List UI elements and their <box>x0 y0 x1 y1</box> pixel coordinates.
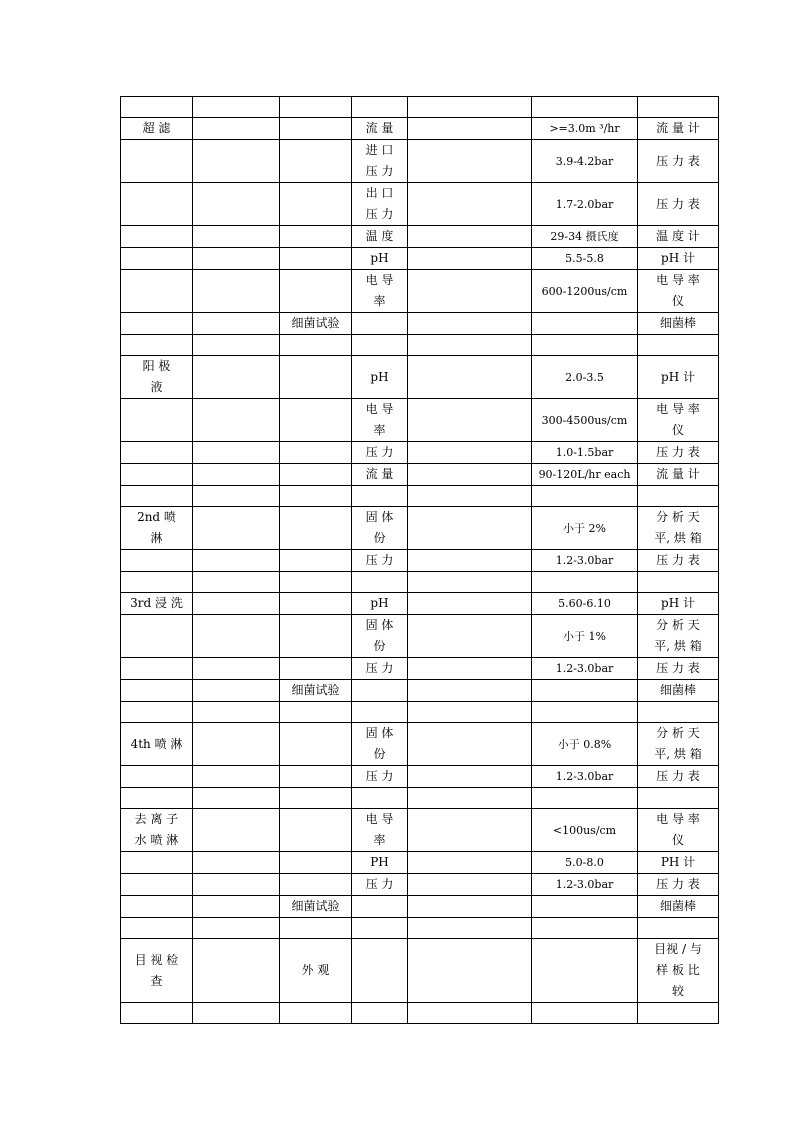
cell-col2 <box>193 788 280 809</box>
cell-col5 <box>408 507 532 550</box>
cell-instrument: pH 计 <box>638 248 719 270</box>
cell-instrument: 细菌棒 <box>638 896 719 918</box>
table-row <box>121 918 719 939</box>
cell-col2 <box>193 702 280 723</box>
cell-spec-range: 1.0-1.5bar <box>532 442 638 464</box>
cell-instrument: 电 导 率 仪 <box>638 809 719 852</box>
cell-parameter <box>352 918 408 939</box>
cell-process <box>121 550 193 572</box>
cell-col5 <box>408 615 532 658</box>
cell-process <box>121 918 193 939</box>
cell-col2 <box>193 97 280 118</box>
table-row <box>121 399 719 442</box>
cell-spec-range <box>532 896 638 918</box>
cell-spec-range <box>532 313 638 335</box>
cell-col5 <box>408 702 532 723</box>
cell-col2 <box>193 766 280 788</box>
cell-process <box>121 183 193 226</box>
cell-spec-range: <100us/cm <box>532 809 638 852</box>
cell-spec-range <box>532 572 638 593</box>
table-row <box>121 356 719 399</box>
table-row <box>121 702 719 723</box>
cell-spec-range <box>532 335 638 356</box>
table-row <box>121 874 719 896</box>
cell-spec-range: 小于 2% <box>532 507 638 550</box>
cell-col5 <box>408 680 532 702</box>
cell-parameter <box>352 97 408 118</box>
cell-spec-range <box>532 486 638 507</box>
table-row <box>121 788 719 809</box>
cell-test-item <box>280 183 352 226</box>
cell-col5 <box>408 356 532 399</box>
cell-spec-range: 5.60-6.10 <box>532 593 638 615</box>
cell-instrument <box>638 486 719 507</box>
cell-parameter: 压 力 <box>352 550 408 572</box>
cell-spec-range <box>532 702 638 723</box>
cell-parameter <box>352 486 408 507</box>
cell-col2 <box>193 464 280 486</box>
cell-test-item <box>280 918 352 939</box>
table-row <box>121 593 719 615</box>
cell-process <box>121 852 193 874</box>
cell-col5 <box>408 788 532 809</box>
cell-process <box>121 1003 193 1024</box>
cell-parameter: pH <box>352 593 408 615</box>
cell-col5 <box>408 486 532 507</box>
cell-col5 <box>408 313 532 335</box>
cell-parameter: 压 力 <box>352 658 408 680</box>
cell-col5 <box>408 723 532 766</box>
cell-spec-range <box>532 918 638 939</box>
table-row <box>121 313 719 335</box>
table-row <box>121 140 719 183</box>
cell-instrument: 细菌棒 <box>638 680 719 702</box>
cell-test-item <box>280 723 352 766</box>
table-row <box>121 615 719 658</box>
cell-instrument: PH 计 <box>638 852 719 874</box>
cell-test-item <box>280 766 352 788</box>
cell-parameter: 压 力 <box>352 766 408 788</box>
table-row <box>121 939 719 1003</box>
cell-parameter: 流 量 <box>352 464 408 486</box>
cell-spec-range: 29-34 摄氏度 <box>532 226 638 248</box>
cell-spec-range: 600-1200us/cm <box>532 270 638 313</box>
table-row <box>121 442 719 464</box>
cell-col5 <box>408 550 532 572</box>
cell-spec-range: 1.2-3.0bar <box>532 766 638 788</box>
cell-test-item <box>280 248 352 270</box>
cell-instrument: 压 力 表 <box>638 550 719 572</box>
table-row <box>121 507 719 550</box>
cell-instrument: pH 计 <box>638 356 719 399</box>
cell-col5 <box>408 852 532 874</box>
cell-instrument <box>638 918 719 939</box>
cell-process <box>121 248 193 270</box>
cell-test-item <box>280 702 352 723</box>
cell-test-item <box>280 788 352 809</box>
cell-test-item <box>280 399 352 442</box>
cell-test-item <box>280 464 352 486</box>
cell-spec-range: >=3.0m ³/hr <box>532 118 638 140</box>
cell-col2 <box>193 723 280 766</box>
cell-parameter: pH <box>352 248 408 270</box>
cell-spec-range: 5.5-5.8 <box>532 248 638 270</box>
cell-spec-range: 1.2-3.0bar <box>532 874 638 896</box>
table-row <box>121 270 719 313</box>
cell-parameter <box>352 680 408 702</box>
cell-instrument: 流 量 计 <box>638 464 719 486</box>
cell-col5 <box>408 183 532 226</box>
table-row <box>121 896 719 918</box>
cell-col2 <box>193 118 280 140</box>
cell-parameter <box>352 896 408 918</box>
cell-instrument: 分 析 天 平, 烘 箱 <box>638 507 719 550</box>
cell-col5 <box>408 572 532 593</box>
cell-parameter: 压 力 <box>352 442 408 464</box>
cell-instrument <box>638 572 719 593</box>
table-row <box>121 572 719 593</box>
cell-col5 <box>408 658 532 680</box>
cell-instrument: 电 导 率 仪 <box>638 270 719 313</box>
cell-col2 <box>193 550 280 572</box>
cell-process <box>121 658 193 680</box>
cell-process <box>121 788 193 809</box>
cell-process <box>121 226 193 248</box>
cell-instrument <box>638 335 719 356</box>
cell-instrument: 温 度 计 <box>638 226 719 248</box>
cell-test-item <box>280 615 352 658</box>
table-row <box>121 118 719 140</box>
cell-test-item <box>280 140 352 183</box>
cell-instrument <box>638 702 719 723</box>
table-row <box>121 226 719 248</box>
cell-instrument: 流 量 计 <box>638 118 719 140</box>
cell-instrument <box>638 788 719 809</box>
cell-instrument: 压 力 表 <box>638 874 719 896</box>
cell-process <box>121 572 193 593</box>
cell-col2 <box>193 140 280 183</box>
cell-test-item <box>280 874 352 896</box>
cell-process <box>121 140 193 183</box>
cell-parameter <box>352 572 408 593</box>
cell-process <box>121 766 193 788</box>
cell-col5 <box>408 1003 532 1024</box>
cell-spec-range: 300-4500us/cm <box>532 399 638 442</box>
table-row <box>121 766 719 788</box>
cell-test-item: 外 观 <box>280 939 352 1003</box>
cell-col5 <box>408 939 532 1003</box>
cell-col5 <box>408 335 532 356</box>
cell-test-item <box>280 507 352 550</box>
cell-test-item <box>280 97 352 118</box>
cell-process <box>121 335 193 356</box>
cell-test-item <box>280 118 352 140</box>
cell-parameter <box>352 313 408 335</box>
cell-process: 2nd 喷 淋 <box>121 507 193 550</box>
cell-instrument: 压 力 表 <box>638 658 719 680</box>
cell-process <box>121 442 193 464</box>
cell-col2 <box>193 1003 280 1024</box>
cell-test-item <box>280 356 352 399</box>
cell-spec-range: 3.9-4.2bar <box>532 140 638 183</box>
cell-col2 <box>193 615 280 658</box>
cell-instrument: 压 力 表 <box>638 442 719 464</box>
cell-test-item: 细菌试验 <box>280 896 352 918</box>
cell-col2 <box>193 918 280 939</box>
cell-process <box>121 464 193 486</box>
cell-test-item: 细菌试验 <box>280 680 352 702</box>
cell-parameter: 出 口 压 力 <box>352 183 408 226</box>
cell-col2 <box>193 896 280 918</box>
table-row <box>121 680 719 702</box>
table-row <box>121 723 719 766</box>
cell-test-item: 细菌试验 <box>280 313 352 335</box>
cell-test-item <box>280 335 352 356</box>
cell-test-item <box>280 486 352 507</box>
cell-parameter: 固 体 份 <box>352 723 408 766</box>
cell-parameter: 压 力 <box>352 874 408 896</box>
cell-col2 <box>193 399 280 442</box>
cell-col2 <box>193 809 280 852</box>
cell-col2 <box>193 593 280 615</box>
cell-test-item <box>280 658 352 680</box>
cell-parameter: 固 体 份 <box>352 615 408 658</box>
cell-process <box>121 270 193 313</box>
cell-spec-range: 1.2-3.0bar <box>532 550 638 572</box>
table-row <box>121 486 719 507</box>
cell-parameter: 电 导 率 <box>352 809 408 852</box>
table-row <box>121 550 719 572</box>
cell-col5 <box>408 874 532 896</box>
spec-table <box>120 96 719 1024</box>
cell-col2 <box>193 183 280 226</box>
table-row <box>121 1003 719 1024</box>
cell-test-item <box>280 270 352 313</box>
cell-col2 <box>193 658 280 680</box>
table-row <box>121 852 719 874</box>
cell-spec-range <box>532 788 638 809</box>
cell-instrument: 压 力 表 <box>638 183 719 226</box>
cell-col2 <box>193 335 280 356</box>
cell-spec-range: 小于 1% <box>532 615 638 658</box>
cell-instrument <box>638 97 719 118</box>
cell-parameter <box>352 788 408 809</box>
cell-parameter: 进 口 压 力 <box>352 140 408 183</box>
cell-col2 <box>193 507 280 550</box>
cell-spec-range <box>532 97 638 118</box>
table-row <box>121 248 719 270</box>
cell-parameter <box>352 335 408 356</box>
cell-col2 <box>193 939 280 1003</box>
cell-process <box>121 97 193 118</box>
cell-parameter: pH <box>352 356 408 399</box>
cell-process <box>121 702 193 723</box>
cell-process: 3rd 浸 洗 <box>121 593 193 615</box>
cell-process <box>121 399 193 442</box>
cell-col5 <box>408 809 532 852</box>
cell-spec-range: 1.7-2.0bar <box>532 183 638 226</box>
cell-process: 阳 极 液 <box>121 356 193 399</box>
cell-col5 <box>408 896 532 918</box>
cell-instrument: 压 力 表 <box>638 140 719 183</box>
cell-parameter: 固 体 份 <box>352 507 408 550</box>
cell-instrument: 电 导 率 仪 <box>638 399 719 442</box>
cell-instrument: 压 力 表 <box>638 766 719 788</box>
cell-col5 <box>408 593 532 615</box>
spec-table-body <box>121 97 719 1024</box>
cell-parameter: PH <box>352 852 408 874</box>
cell-process: 4th 喷 淋 <box>121 723 193 766</box>
cell-col2 <box>193 442 280 464</box>
cell-spec-range: 1.2-3.0bar <box>532 658 638 680</box>
cell-col5 <box>408 248 532 270</box>
cell-instrument <box>638 1003 719 1024</box>
cell-spec-range: 2.0-3.5 <box>532 356 638 399</box>
cell-col5 <box>408 766 532 788</box>
cell-process <box>121 615 193 658</box>
cell-spec-range: 90-120L/hr each <box>532 464 638 486</box>
cell-col2 <box>193 270 280 313</box>
cell-parameter <box>352 702 408 723</box>
cell-test-item <box>280 1003 352 1024</box>
cell-col2 <box>193 226 280 248</box>
cell-process <box>121 896 193 918</box>
table-row <box>121 97 719 118</box>
cell-instrument: 细菌棒 <box>638 313 719 335</box>
cell-test-item <box>280 593 352 615</box>
table-row <box>121 183 719 226</box>
cell-col2 <box>193 356 280 399</box>
cell-col2 <box>193 486 280 507</box>
cell-process <box>121 486 193 507</box>
table-row <box>121 464 719 486</box>
cell-col2 <box>193 680 280 702</box>
cell-col2 <box>193 572 280 593</box>
cell-col5 <box>408 97 532 118</box>
cell-col2 <box>193 852 280 874</box>
cell-test-item <box>280 226 352 248</box>
cell-col5 <box>408 399 532 442</box>
cell-parameter <box>352 939 408 1003</box>
cell-process <box>121 874 193 896</box>
cell-test-item <box>280 809 352 852</box>
cell-col5 <box>408 442 532 464</box>
cell-instrument: 目视 / 与 样 板 比 较 <box>638 939 719 1003</box>
cell-spec-range <box>532 939 638 1003</box>
table-row <box>121 335 719 356</box>
cell-spec-range: 5.0-8.0 <box>532 852 638 874</box>
cell-col5 <box>408 918 532 939</box>
cell-parameter: 电 导 率 <box>352 399 408 442</box>
cell-col5 <box>408 226 532 248</box>
cell-process: 目 视 检 查 <box>121 939 193 1003</box>
cell-col2 <box>193 874 280 896</box>
cell-col2 <box>193 248 280 270</box>
cell-test-item <box>280 572 352 593</box>
cell-process: 去 离 子 水 喷 淋 <box>121 809 193 852</box>
cell-col5 <box>408 118 532 140</box>
table-row <box>121 658 719 680</box>
cell-col2 <box>193 313 280 335</box>
cell-spec-range: 小于 0.8% <box>532 723 638 766</box>
cell-col5 <box>408 464 532 486</box>
cell-parameter: 温 度 <box>352 226 408 248</box>
cell-process: 超 滤 <box>121 118 193 140</box>
cell-spec-range <box>532 1003 638 1024</box>
cell-test-item <box>280 550 352 572</box>
cell-instrument: 分 析 天 平, 烘 箱 <box>638 615 719 658</box>
cell-spec-range <box>532 680 638 702</box>
cell-process <box>121 313 193 335</box>
cell-parameter <box>352 1003 408 1024</box>
cell-instrument: 分 析 天 平, 烘 箱 <box>638 723 719 766</box>
cell-parameter: 电 导 率 <box>352 270 408 313</box>
cell-process <box>121 680 193 702</box>
cell-col5 <box>408 140 532 183</box>
cell-instrument: pH 计 <box>638 593 719 615</box>
cell-parameter: 流 量 <box>352 118 408 140</box>
cell-col5 <box>408 270 532 313</box>
cell-test-item <box>280 852 352 874</box>
cell-test-item <box>280 442 352 464</box>
table-row <box>121 809 719 852</box>
